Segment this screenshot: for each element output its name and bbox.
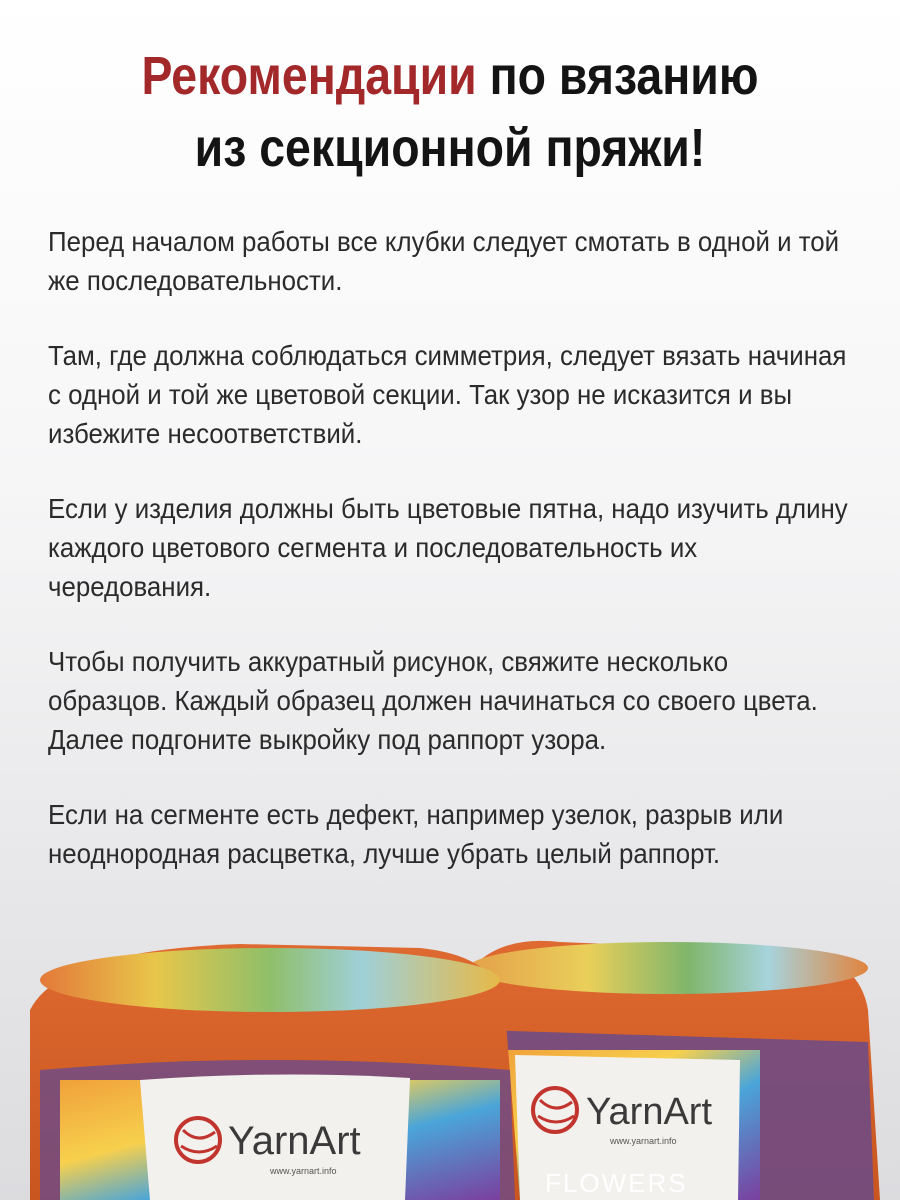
recommendation-paragraph-3: Если у изделия должны быть цветовые пятна, надо изучить длину каждого цветового сегмента и последовательность их чередования. <box>48 493 848 602</box>
yarn-photo <box>0 930 900 1200</box>
recommendations-list <box>48 222 852 909</box>
brand-url-right: www.yarnart.info <box>610 1136 677 1146</box>
recommendation-paragraph-5: Если на сегменте есть дефект, например узелок, разрыв или неоднородная расцветка, лучше убрать целый раппорт. <box>48 799 784 869</box>
brand-name-left: YarnArt <box>228 1119 361 1163</box>
recommendation-paragraph-4: Чтобы получить аккуратный рисунок, свяжите несколько образцов. Каждый образец должен начинаться со своего цвета. Далее подгоните выкройку под раппорт узора. <box>48 646 818 755</box>
title-line2: из секционной пряжи! <box>194 118 706 178</box>
brand-url-left: www.yarnart.info <box>270 1166 337 1176</box>
line-name: FLOWERS <box>545 1168 688 1198</box>
title-accent-word: Рекомендации <box>141 46 477 106</box>
recommendation-paragraph-1: Перед началом работы все клубки следует смотать в одной и той же последовательности. <box>48 226 840 296</box>
page-title <box>63 40 837 184</box>
brand-name-right: YarnArt <box>586 1091 713 1133</box>
yarn-skein-right <box>468 941 880 1200</box>
yarn-skein-left <box>30 944 520 1200</box>
title-rest-line1: по вязанию <box>476 46 759 106</box>
recommendation-paragraph-2: Там, где должна соблюдаться симметрия, следует вязать начиная с одной и той же цветовой секции. Так узор не исказится и вы избежите несоответствий. <box>48 340 847 449</box>
